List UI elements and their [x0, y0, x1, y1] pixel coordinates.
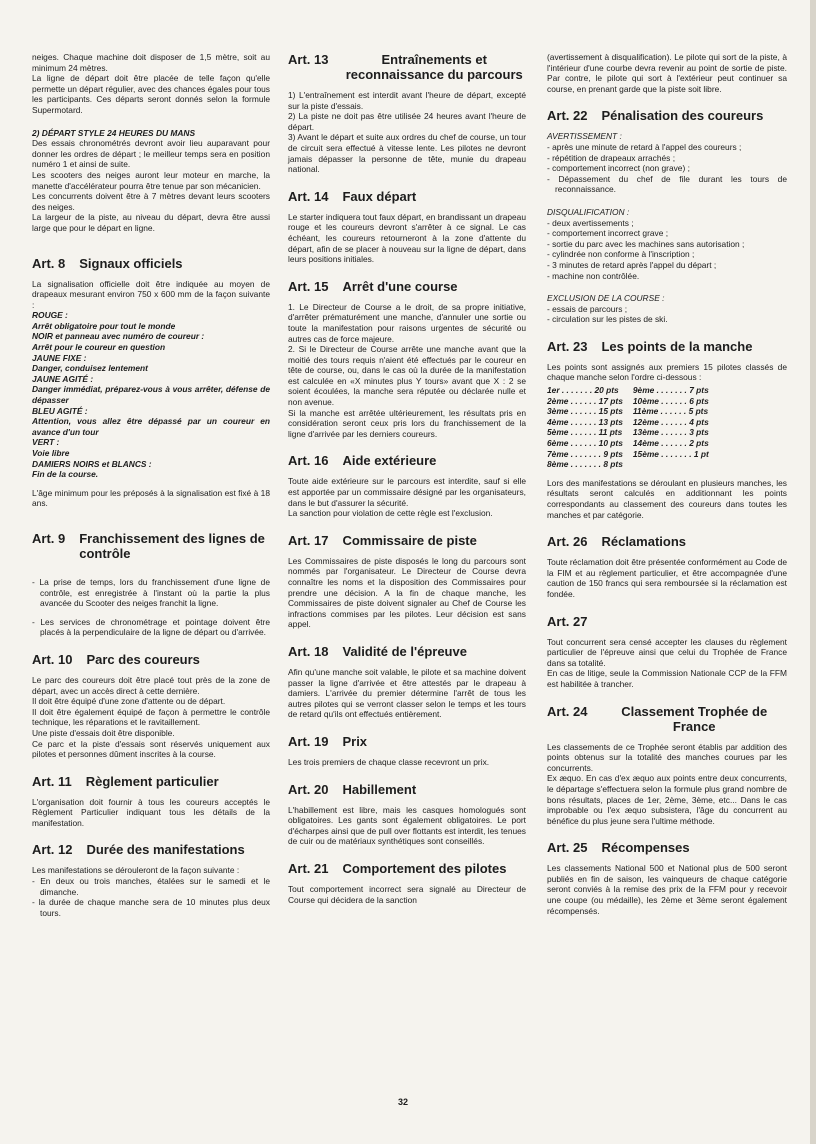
article-heading: [288, 734, 526, 749]
paragraph: 2. Si le Directeur de Course arrête une manche avant que la moitié des tours requis n'aient été effectués par le coureur en tête de course, ou, dans le cas où la durée de la manifestation est calculée en «X minutes plus Y tours» avant que X : 2 se soient écoulées, la manche sera réputée ou déclarée nulle et non avenue.: [288, 344, 526, 408]
table-row: [547, 427, 719, 438]
list-item: - Les services de chronométrage et pointage doivent être placés à la perpendiculaire de la ligne de départ ou d'arrivée.: [32, 616, 270, 638]
flag-meaning: Attention, vous allez être dépassé par un coureur en avance d'un tour: [32, 416, 270, 437]
paragraph: Ex æquo. En cas d'ex æquo aux points entre deux concurrents, le départage s'effectuera selon la formule plus grand nombre de bons résultats, places de 1er, 2ème, 3ème, etc... Dans le cas improbable ou l'ex æquo subsistera, l'âge du concurrent au bénéfice du plus jeune sera l'ultime méthode.: [547, 773, 787, 826]
subsection-title: AVERTISSEMENT :: [547, 131, 622, 142]
flag-meaning: Arrêt obligatoire pour tout le monde: [32, 320, 176, 331]
table-cell: 11ème . . . . . . 5 pts: [632, 406, 709, 417]
article-number: Art. 11: [32, 773, 72, 789]
table-cell: 4ème . . . . . . 13 pts: [547, 416, 623, 427]
article-heading: [547, 704, 787, 734]
article-number: Art. 25: [547, 840, 588, 856]
list-item: - En deux ou trois manches, étalées sur le samedi et le dimanche.: [32, 876, 270, 897]
article-number: Art. 13: [288, 52, 329, 67]
list-item: - 3 minutes de retard après l'appel du départ ;: [547, 259, 717, 270]
flag-meaning: Arrêt pour le coureur en question: [32, 342, 166, 353]
paragraph: Le parc des coureurs doit être placé tout près de la zone de départ, avec un accès direct à cette dernière.: [32, 674, 270, 696]
paragraph: La ligne de départ doit être placée de telle façon qu'elle permette un départ régulier, avec des chances égales pour tous les participants. Ces départs seront donnés selon la formule Supermotard.: [32, 73, 270, 115]
list-item: - circulation sur les pistes de ski.: [547, 314, 668, 325]
paragraph: Lors des manifestations se déroulant en plusieurs manches, les résultats seront calculés en additionnant les points correspondants au classement des coureurs dans toutes les manches et par catégorie.: [547, 477, 787, 520]
paragraph: 2) La piste ne doit pas être utilisée 24 heures avant l'heure de départ.: [288, 111, 526, 132]
paragraph: Il doit être équipé d'une zone d'attente ou de départ.: [32, 696, 226, 707]
article-title: Signaux officiels: [79, 255, 183, 271]
subsection-title: DISQUALIFICATION :: [547, 206, 630, 217]
paragraph: Les classements de ce Trophée seront établis par addition des points obtenus sur la totalité des manches courues par les concurrents.: [547, 741, 787, 773]
flag-name: NOIR et panneau avec numéro de coureur :: [32, 331, 205, 342]
flag-meaning: Fin de la course.: [32, 469, 99, 480]
flag-meaning: Voie libre: [32, 448, 70, 458]
article-8: [32, 256, 270, 509]
table-row: [547, 459, 719, 470]
table-cell: 5ème . . . . . . 11 pts: [547, 427, 623, 438]
table-row: [547, 417, 719, 428]
list-item: - essais de parcours ;: [547, 303, 628, 314]
column-left: [32, 52, 270, 932]
list-item: - La prise de temps, lors du franchissement d'une ligne de contrôle, est enregistrée à l'instant où la partie la plus avancée du Scooter des neiges franchit la ligne.: [32, 576, 270, 609]
paragraph: 1) L'entraînement est interdit avant l'heure de départ, excepté sur la piste d'essais.: [288, 90, 526, 111]
article-14: [288, 189, 526, 265]
article-27: [547, 614, 787, 690]
table-cell: 2ème . . . . . . 17 pts: [547, 395, 623, 406]
list-item: - deux avertissements ;: [547, 217, 634, 228]
article-heading: [288, 533, 526, 548]
paragraph: 3) Avant le départ et suite aux ordres du chef de course, un tour de circuit sera effectué à vitesse lente. Les pilotes ne devront jamais dépasser la personne de tête, munie du drapeau national.: [288, 132, 526, 175]
article-title: Faux départ: [342, 188, 417, 204]
article-title: Arrêt d'une course: [342, 278, 458, 294]
paragraph: La sanction pour violation de cette règle est l'exclusion.: [288, 508, 493, 519]
article-10: [32, 652, 270, 760]
list-item: - Dépassement du chef de file durant les tours de reconnaissance.: [547, 173, 787, 195]
table-row: [547, 396, 719, 407]
list-item: - répétition de drapeaux arrachés ;: [547, 152, 676, 163]
paragraph: Les classements National 500 et National plus de 500 seront publiés en fin de saison, les vainqueurs de chaque catégorie seront conviés à la remise des prix de la FFM pour y recevoir une coupe (ou médaille), les 2ème et 3ème seront également récompensés.: [547, 863, 787, 916]
column-right: [547, 52, 787, 930]
flag-name: DAMIERS NOIRS et BLANCS :: [32, 458, 152, 469]
points-table: [547, 385, 719, 470]
article-title: Prix: [342, 733, 368, 749]
paragraph: Les scooters des neiges auront leur moteur en marche, la manette d'accélérateur pourra être tenue par son mécanicien.: [32, 169, 270, 191]
article-number: Art. 20: [288, 781, 329, 797]
paragraph: Le starter indiquera tout faux départ, en brandissant un drapeau rouge et les coureurs devront s'arrêter à ce signal. Le cas échéant, les coureurs retourneront à la zone d'attente du départ, afin de se placer à nouveau sur la ligne de départ, dans leurs positions initiales.: [288, 211, 526, 265]
flag-name: BLEU AGITÉ :: [32, 405, 88, 416]
paragraph: L'habillement est libre, mais les casques homologués sont obligatoires. Les gants sont également obligatoires. Le port d'écharpes ainsi que de pull over flottants est interdit, les tenues de cuir ou de matériaux synthétiques sont conseillés.: [288, 804, 526, 847]
article-title: Commissaire de piste: [342, 532, 477, 548]
article-heading: [288, 782, 526, 797]
article-13: [288, 52, 526, 175]
table-cell: 13ème . . . . . . 3 pts: [632, 427, 709, 438]
article-heading: [32, 531, 270, 561]
article-heading: [288, 453, 526, 468]
article-title: Aide extérieure: [342, 453, 437, 469]
list-item: - après une minute de retard à l'appel des coureurs ;: [547, 141, 742, 152]
table-row: [547, 438, 719, 449]
paragraph: Des essais chronométrés devront avoir lieu auparavant pour donner les ordres de départ ; le meilleur temps sera en position numéro 1 et ainsi de suite.: [32, 138, 270, 170]
article-number: Art. 27: [547, 613, 588, 629]
list-item: - machine non contrôlée.: [547, 270, 640, 281]
article-heading: [547, 534, 787, 549]
article-12: [32, 842, 270, 918]
article-number: Art. 23: [547, 338, 588, 354]
article-title: Récompenses: [601, 840, 690, 856]
paragraph: Les manifestations se dérouleront de la façon suivante :: [32, 865, 240, 876]
table-cell: [633, 459, 719, 470]
table-cell: 6ème . . . . . . 10 pts: [547, 438, 623, 449]
article-title: Réclamations: [601, 534, 687, 550]
article-21: [288, 861, 526, 905]
subsection-title: 2) DÉPART STYLE 24 HEURES DU MANS: [32, 127, 196, 138]
paragraph: Il doit être également équipé de façon à permettre le contrôle technique, les réparations et le ravitaillement.: [32, 706, 270, 728]
paragraph: Afin qu'une manche soit valable, le pilote et sa machine doivent passer la ligne d'arrivée et être attestés par le drapeau à damiers. L'arrivée du premier détermine l'arrêt de tous les autres pilotes qui se verront classer selon le temps et les tours de retard qu'ils ont effectués entièrement.: [288, 666, 526, 720]
article-heading: [32, 774, 270, 789]
paragraph: Une piste d'essais doit être disponible.: [32, 727, 175, 738]
article-17: [288, 533, 526, 630]
paragraph: L'organisation doit fournir à tous les coureurs acceptés le Règlement Particulier indiquant tous les détails de la manifestation.: [32, 796, 270, 828]
article-title: Règlement particulier: [85, 773, 219, 789]
article-number: Art. 12: [32, 842, 73, 858]
article-heading: [288, 861, 526, 876]
table-cell: 15ème . . . . . . . 1 pt: [632, 448, 709, 459]
article-heading: [288, 644, 526, 659]
flag-meaning: Danger, conduisez lentement: [32, 363, 148, 374]
flag-name: VERT :: [32, 437, 60, 448]
article-number: Art. 21: [288, 860, 329, 876]
article-number: Art. 26: [547, 534, 588, 550]
article-title: Durée des manifestations: [86, 842, 245, 858]
article-24: [547, 704, 787, 827]
list-item: - la durée de chaque manche sera de 10 minutes plus deux tours.: [32, 897, 270, 918]
table-cell: 3ème . . . . . . 15 pts: [547, 406, 623, 417]
start-rules-continued: [32, 52, 270, 234]
article-9: [32, 531, 270, 638]
paragraph: Si la manche est arrêtée ultérieurement, les résultats pris en considération seront ceux pris lors du franchissement de la ligne d'arrivée par les derniers coureurs.: [288, 407, 526, 439]
paragraph: En cas de litige, seule la Commission Nationale CCP de la FFM est habilitée à trancher.: [547, 668, 787, 689]
table-cell: 8ème . . . . . . . 8 pts: [547, 459, 623, 470]
article-heading: [547, 614, 787, 629]
table-row: [547, 449, 719, 460]
article-heading: [288, 189, 526, 204]
article-heading: [288, 52, 526, 82]
article-title: Pénalisation des coureurs: [601, 108, 764, 124]
list-item: - comportement incorrect (non grave) ;: [547, 163, 690, 174]
paragraph: Ce parc et la piste d'essais sont réservés uniquement aux pilotes et personnes dûment inscrites à la course.: [32, 738, 270, 760]
paragraph: Tout comportement incorrect sera signalé au Directeur de Course qui décidera de la sanction: [288, 883, 526, 905]
table-row: [547, 406, 719, 417]
article-18: [288, 644, 526, 720]
article-number: Art. 16: [288, 453, 329, 469]
article-22: [547, 108, 787, 325]
paragraph: La signalisation officielle doit être indiquée au moyen de drapeaux mesurant environ 750 x 600 mm de la façon suivante :: [32, 278, 270, 310]
article-number: Art. 18: [288, 643, 329, 659]
paragraph: Tout concurrent sera censé accepter les clauses du règlement particulier de l'épreuve ainsi que celui du Trophée de France dans sa totalité.: [547, 636, 787, 668]
paragraph: Les points sont assignés aux premiers 15 pilotes classés de chaque manche selon l'ordre ci-dessous :: [547, 361, 787, 383]
article-20: [288, 782, 526, 847]
article-title: Les points de la manche: [601, 338, 753, 354]
article-heading: [32, 652, 270, 667]
flag-name: ROUGE :: [32, 310, 68, 321]
list-item: - sortie du parc avec les machines sans autorisation ;: [547, 238, 745, 249]
paragraph: neiges. Chaque machine doit disposer de 1,5 mètre, soit au minimum 24 mètres.: [32, 52, 270, 73]
table-cell: 9ème . . . . . . . 7 pts: [632, 385, 709, 396]
paragraph: L'âge minimum pour les préposés à la signalisation est fixé à 18 ans.: [32, 487, 270, 509]
paragraph: Toute aide extérieure sur le parcours est interdite, sauf si elle est apportée par un commissaire désigné par les organisateurs, dans le but d'assurer la sécurité.: [288, 476, 526, 508]
paragraph: 1. Le Directeur de Course a le droit, de sa propre initiative, d'arrêter prématurément une manche, d'annuler une sortie ou toute la manifestation pour raisons urgentes de sécurité ou autres cas de force majeure.: [288, 301, 526, 344]
article-16: [288, 453, 526, 518]
paragraph: Toute réclamation doit être présentée conformément au Code de la FIM et au règlement particulier, et être accompagnée d'une caution de 150 francs qui sera remboursée si la réclamation est fondée.: [547, 557, 787, 599]
list-item: - comportement incorrect grave ;: [547, 228, 669, 239]
article-number: Art. 10: [32, 651, 73, 667]
table-cell: 14ème . . . . . . 2 pts: [632, 438, 709, 449]
article-heading: [547, 108, 787, 123]
article-number: Art. 22: [547, 108, 588, 124]
article-number: Art. 14: [288, 188, 329, 204]
article-title: Parc des coureurs: [86, 651, 200, 667]
subsection-title: EXCLUSION DE LA COURSE :: [547, 293, 665, 304]
table-cell: 10ème . . . . . . 6 pts: [632, 395, 709, 406]
article-heading: [32, 842, 270, 857]
article-title: Habillement: [342, 781, 417, 797]
article-23: [547, 339, 787, 520]
flag-name: JAUNE FIXE :: [32, 352, 87, 363]
paragraph: (avertissement à disqualification). Le pilote qui sort de la piste, à l'intérieur d'une courbe devra revenir au point de sortie de piste. Par contre, le pilote qui sort à l'extérieur peut continuer sa course, en prenant garde que la piste soit libre.: [547, 52, 787, 94]
list-item: - cylindrée non conforme à l'inscription ;: [547, 249, 695, 260]
table-cell: 1er . . . . . . . 20 pts: [547, 385, 619, 396]
article-heading: [288, 279, 526, 294]
article-heading: [547, 840, 787, 855]
page-edge: [810, 0, 816, 1144]
article-title: Validité de l'épreuve: [342, 643, 467, 659]
article-title: Comportement des pilotes: [342, 860, 507, 876]
article-title: Classement Trophée de France: [621, 703, 768, 734]
flag-meaning: Danger immédiat, préparez-vous à vous arrêter, défense de dépasser: [32, 384, 270, 406]
article-15: [288, 279, 526, 440]
article-number: Art. 17: [288, 532, 329, 548]
paragraph: Les trois premiers de chaque classe recevront un prix.: [288, 756, 490, 767]
article-number: Art. 24: [547, 703, 588, 719]
article-11: [32, 774, 270, 829]
paragraph: Les Commissaires de piste disposés le long du parcours sont nommés par l'organisateur. Le Directeur de Course devra connaître les noms et la disposition des Commissaires pour prendre une décision. A la fin de chaque manche, les Commissaires de piste doivent signaler au Chef de Course les infractions commises par les pilotes. Leur décision est sans appel.: [288, 555, 526, 630]
page-number: 32: [398, 1097, 409, 1107]
column-middle: [288, 52, 526, 919]
article-number: Art. 19: [288, 733, 329, 749]
paragraph: La largeur de la piste, au niveau du départ, devra être aussi large que pour le départ en ligne.: [32, 212, 270, 233]
article-26: [547, 534, 787, 599]
article-title: Entraînements et reconnaissance du parcours: [345, 52, 523, 82]
flag-name: JAUNE AGITÉ :: [32, 373, 94, 384]
article-21-continued: [547, 52, 787, 94]
table-cell: 12ème . . . . . . 4 pts: [632, 416, 709, 427]
article-25: [547, 840, 787, 916]
article-title: Franchissement des lignes de contrôle: [79, 530, 265, 561]
paragraph: Les concurrents doivent être à 7 mètres devant leurs scooters des neiges.: [32, 191, 270, 212]
article-number: Art. 15: [288, 278, 329, 294]
article-19: [288, 734, 526, 768]
article-heading: [32, 256, 270, 271]
article-number: Art. 9: [32, 530, 66, 546]
article-number: Art. 8: [32, 255, 66, 271]
article-heading: [547, 339, 787, 354]
table-cell: 7ème . . . . . . . 9 pts: [547, 448, 623, 459]
table-row: [547, 385, 719, 396]
article-title: [601, 614, 787, 629]
